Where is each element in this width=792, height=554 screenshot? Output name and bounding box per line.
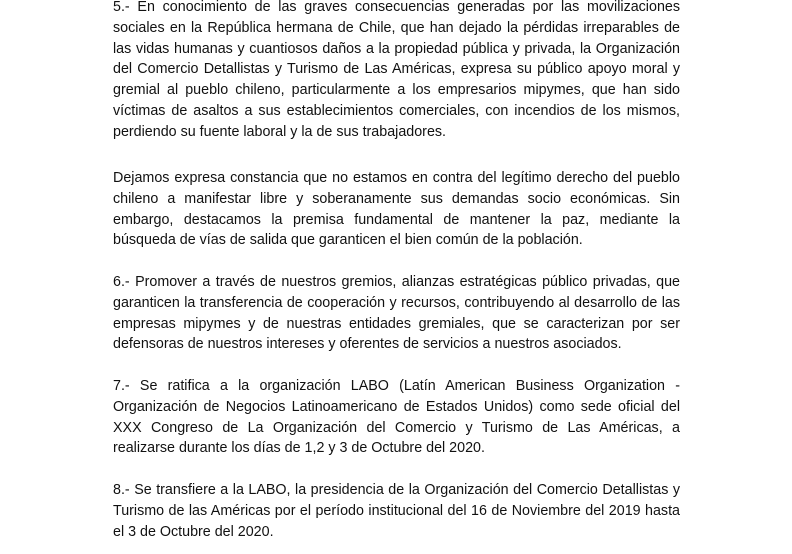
paragraph-item-7: 7.- Se ratifica a la organización LABO (Latín American Business Organization - Organización de Negocios Latinoamericano de Estados Unidos) como sede oficial del XXX Congreso de La Organización del Comercio y Turismo de Las Américas, a realizarse durante los días de 1,2 y 3 de Octubre del 2020. bbox=[113, 378, 680, 457]
paragraph-item-5: 5.- En conocimiento de las graves consecuencias generadas por las movilizaciones sociales en la República hermana de Chile, que han dejado la pérdidas irreparables de las vidas humanas y cuantiosos daños a la propiedad pública y privada, la Organización del Comercio Detallistas y Turismo de Las Américas, expresa su público apoyo moral y gremial al pueblo chileno, particularmente a los empresarios mipymes, que han sido víctimas de asaltos a sus establecimientos comerciales, con incendios de los mismos, perdiendo su fuente laboral y la de sus trabajadores. bbox=[113, 0, 680, 140]
paragraph-item-6: 6.- Promover a través de nuestros gremios, alianzas estratégicas público privadas, que garanticen la transferencia de cooperación y recursos, contribuyendo al desarrollo de las empresas mipymes y de nuestras entidades gremiales, que se caracterizan por ser defensoras de nuestros intereses y oferentes de servicios a nuestros asociados. bbox=[113, 274, 680, 353]
paragraph-statement: Dejamos expresa constancia que no estamos en contra del legítimo derecho del pueblo chileno a manifestar libre y soberanamente sus demandas socio económicas. Sin embargo, destacamos la premisa fundamental de mantener la paz, mediante la búsqueda de vías de salida que garanticen el bien común de la población. bbox=[113, 170, 680, 249]
paragraph-item-8: 8.- Se transfiere a la LABO, la presidencia de la Organización del Comercio Detallistas y Turismo de las Américas por el período institucional del 16 de Noviembre del 2019 hasta el 3 de Octubre del 2020. bbox=[113, 482, 680, 540]
